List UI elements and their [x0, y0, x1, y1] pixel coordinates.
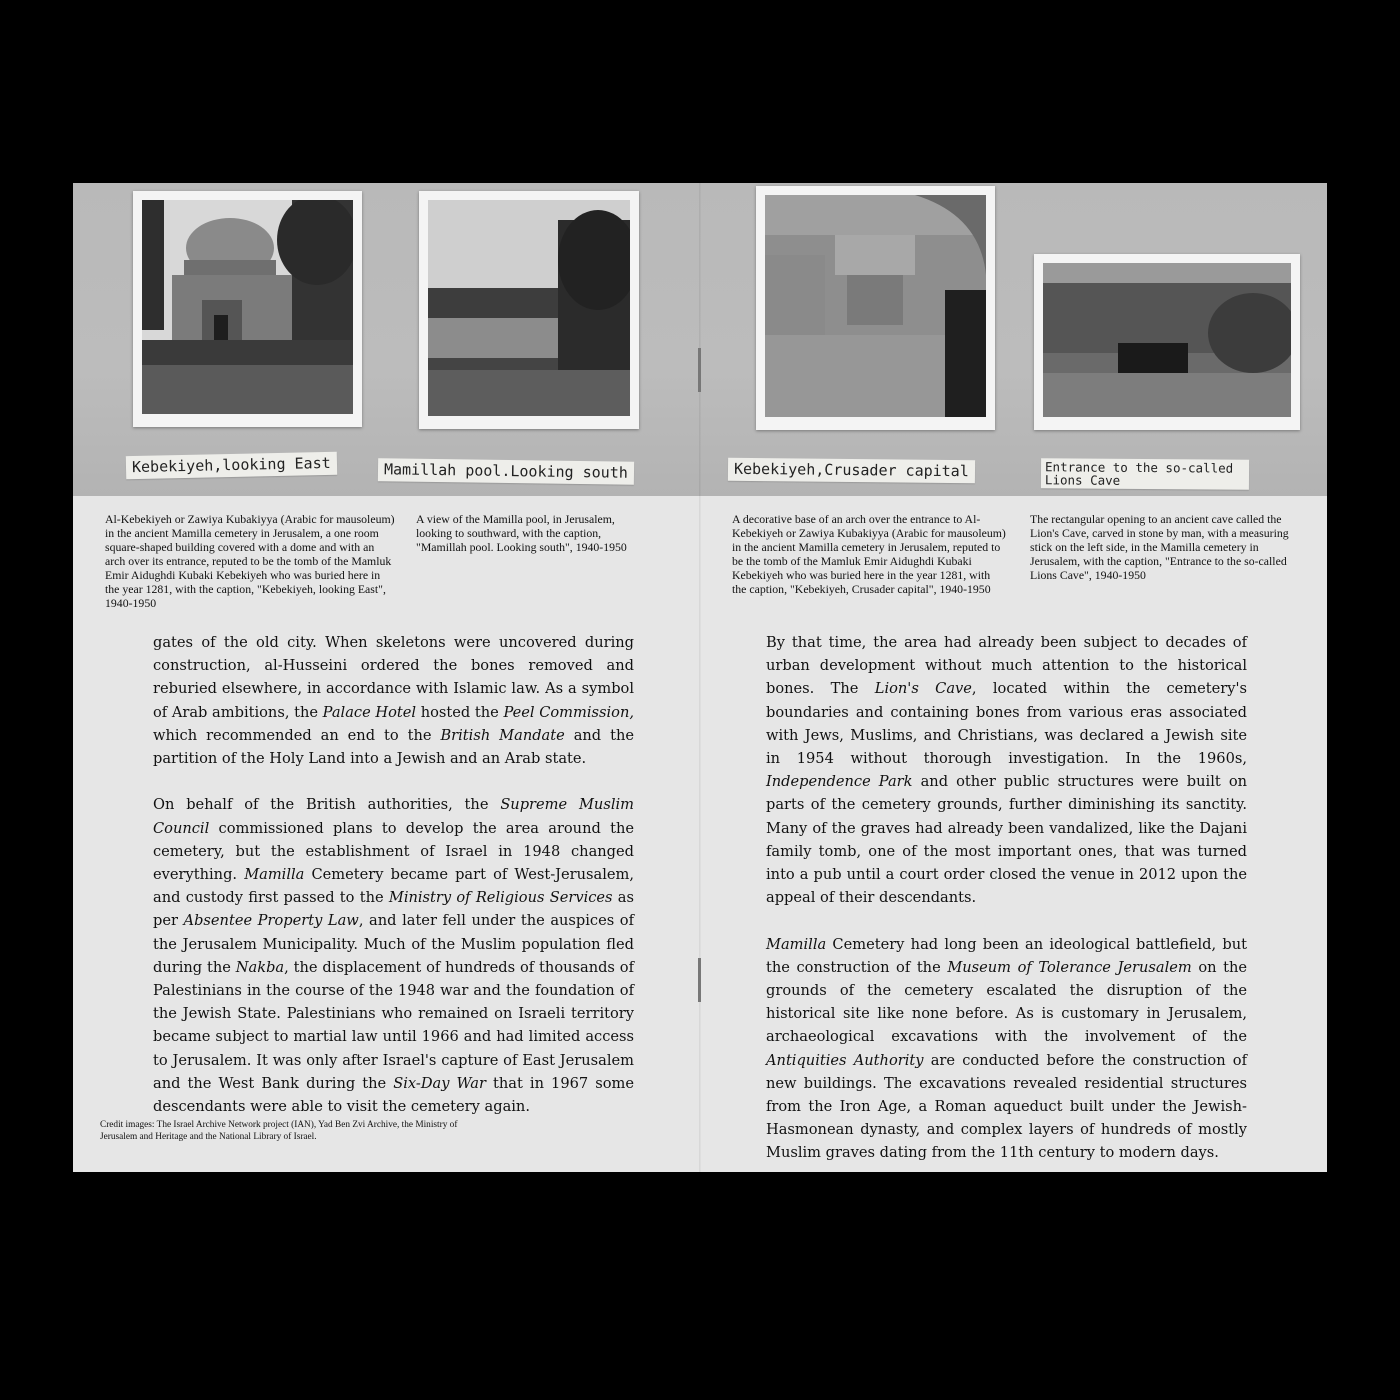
- photo-label-lions-cave: Entrance to the so-called Lions Cave: [1041, 458, 1249, 489]
- right-paragraph-2: Mamilla Cemetery had long been an ideological battlefield, but the construction of the Museum of Tolerance Jerusalem on the grounds of the cemetery escalated the disruption of the historical site like none before. As is customary in Jerusalem, archaeological excavations with the involvement of the Antiquities Authority are conducted before the construction of new buildings. The excavations revealed residential structures from the Iron Age, a Roman aqueduct built under the Jewish-Hasmonean dynasty, and complex layers of hundreds of mostly Muslim graves dating from the 11th century to modern days.: [766, 935, 1247, 1162]
- photo-mamillah-pool: [419, 191, 639, 429]
- image-credit: Credit images: The Israel Archive Network project (IAN), Yad Ben Zvi Archive, the Ministry of Jerusalem and Heritage and the National Library of Israel.: [100, 1120, 458, 1142]
- caption-mamillah-pool: A view of the Mamilla pool, in Jerusalem, looking to southward, with the caption, "Mamillah pool. Looking south", 1940-1950: [416, 512, 627, 554]
- magazine-spread: [73, 183, 1327, 1172]
- staple-bottom: [698, 958, 701, 1002]
- photo-lions-cave: [1034, 254, 1300, 430]
- left-paragraph-2: On behalf of the British authorities, the Supreme Muslim Council commissioned plans to develop the area around the cemetery, but the establishment of Israel in 1948 changed everything. Mamilla Cemetery became part of West-Jerusalem, and custody first passed to the Ministry of Religious Services as per Absentee Property Law, and later fell under the auspices of the Jerusalem Municipality. Much of the Muslim population fled during the Nakba, the displacement of hundreds of thousands of Palestinians in the course of the 1948 war and the foundation of the Jewish State. Palestinians who remained on Israeli territory became subject to martial law until 1966 and had limited access to Jerusalem. It was only after Israel's capture of East Jerusalem and the West Bank during the Six-Day War that in 1967 some descendants were able to visit the cemetery again.: [153, 796, 635, 1116]
- right-paragraph-1: By that time, the area had already been subject to decades of urban development without much attention to the historical bones. The Lion's Cave, located within the cemetery's boundaries and containing bones from various eras associated with Jews, Muslims, and Christians, was declared a Jewish site in 1954 without thorough investigation. In the 1960s, Independence Park and other public structures were built on parts of the cemetery grounds, further diminishing its sanctity. Many of the graves had already been vandalized, like the Dajani family tomb, one of the most important ones, that was turned into a pub until a court order closed the venue in 2012 upon the appeal of their descendants.: [766, 634, 1248, 907]
- caption-crusader-capital: A decorative base of an arch over the entrance to Al-Kebekiyeh or Zawiya Kubakiyya (Arabic for mausoleum) in the ancient Mamilla cemetery in Jerusalem, reputed to be the tomb of the Mamluk Emir Aidughdi Kubaki Kebekiyeh who was buried here in the year 1281, with the caption, "Kebekiyeh, Crusader capital", 1940-1950: [732, 512, 1006, 596]
- left-paragraph-1: gates of the old city. When skeletons were uncovered during construction, al-Husseini ordered the bones removed and reburied elsewhere, in accordance with Islamic law. As a symbol of Arab ambitions, the Palace Hotel hosted the Peel Commission, which recommended an end to the British Mandate and the partition of the Holy Land into a Jewish and an Arab state.: [153, 634, 634, 768]
- caption-lions-cave: The rectangular opening to an ancient cave called the Lion's Cave, carved in stone by man, with a measuring stick on the left side, in the Mamilla cemetery in Jerusalem, with the caption, "Entrance to the so-called Lions Cave", 1940-1950: [1030, 512, 1289, 582]
- photo-crusader-capital: [756, 186, 995, 430]
- center-fold: [699, 183, 701, 1172]
- photo-kebekiyeh-east: [133, 191, 362, 427]
- photo-label-crusader-capital: Kebekiyeh,Crusader capital: [728, 458, 975, 484]
- caption-kebekiyeh-east: Al-Kebekiyeh or Zawiya Kubakiyya (Arabic for mausoleum) in the ancient Mamilla cemetery in Jerusalem, a one room square-shaped building covered with a dome and with an arch over its entrance, reputed to be the tomb of the Mamluk Emir Aidughdi Kubaki Kebekiyeh who was buried here in the year 1281, with the caption, "Kebekiyeh, looking East", 1940-1950: [105, 512, 395, 610]
- left-body-text: [153, 631, 634, 1141]
- photo-label-mamillah-pool: Mamillah pool.Looking south: [378, 458, 634, 485]
- photo-label-kebekiyeh-east: Kebekiyeh,looking East: [126, 452, 337, 479]
- right-body-text: [766, 631, 1247, 1172]
- staple-top: [698, 348, 701, 392]
